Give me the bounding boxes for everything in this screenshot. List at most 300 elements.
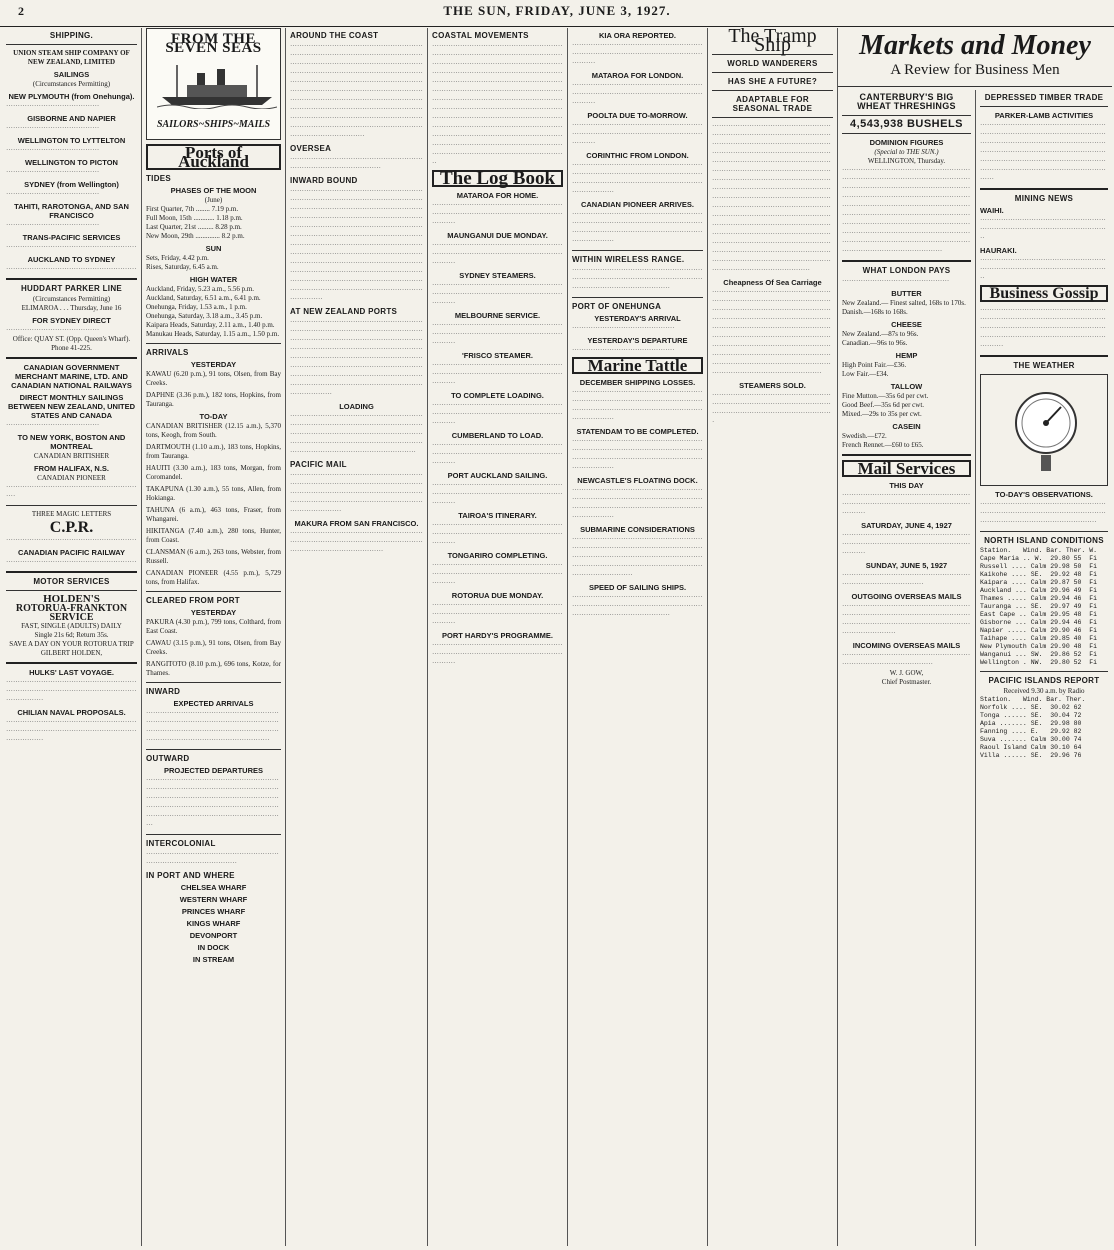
submarine-heading: SUBMARINE CONSIDERATIONS [580,525,695,534]
pacific-mail-heading: PACIFIC MAIL [290,460,347,469]
obs-table-row: New Plymouth Calm 29.90 48 Fi [980,643,1098,650]
divider [842,115,971,116]
divider [980,531,1108,532]
obs-table-row: Kaipara .... Calm 29.87 50 Fi [980,579,1098,586]
has-she-future: HAS SHE A FUTURE? [727,77,818,86]
filler-text: ·························································································································· [432,241,563,267]
filler-text: ·························································································································································································································································································································································································································································································································································· [842,166,971,255]
arrival-item: DAPHNE (3.36 p.m.), 182 tons, Hopkins, from Tauranga. [146,391,281,408]
sunday-heading: SUNDAY, JUNE 5, 1927 [865,561,948,570]
last-quarter: Last Quarter, 21st ......... 8.28 p.m. [146,223,242,231]
outward-heading: OUTWARD [146,754,190,763]
pacific-table-row: Suva ....... Calm 30.00 74 [980,736,1082,743]
filler-text: ············································ [572,346,675,354]
obs-table-row: East Cape .. Calm 29.95 48 Fi [980,611,1098,618]
arrival-item: CANADIAN PIONEER (4.55 p.m.), 5,729 tons, from Halifax. [146,569,281,586]
pacific-table-row: Norfolk .... SE. 30.02 62 [980,704,1082,711]
nz-cheese: New Zealand.—87s to 96s. [842,330,919,338]
transpacific-heading: TRANS-PACIFIC SERVICES [22,233,121,242]
divider [6,662,137,664]
makura-heading: MAKURA FROM SAN FRANCISCO. [294,519,419,528]
around-coast-heading: AROUND THE COAST [290,31,379,40]
expected-arrivals: EXPECTED ARRIVALS [173,699,254,708]
phases-month: (June) [204,196,223,204]
filler-text: ·························································································································································································································································································································································································································································································································································································································································································································································· [432,42,563,167]
filler-text: ·············································· [842,277,950,285]
filler-text: ·························································································· [842,571,971,588]
log-book-heading: The Log Book [432,170,563,187]
high-water-row: Manukau Heads, Saturday, 1.15 a.m., 1.50 p.m. [146,330,280,338]
filler-text: ·························································································································· [432,281,563,307]
shipping-heading: SHIPPING. [49,31,94,40]
filler-text: ·························································································································· [572,121,703,147]
column-tramp-ship [708,28,838,1246]
filler-text: ·························································································································· [432,361,563,387]
filler-text: ······························································································································································ [980,500,1106,526]
pacific-table [980,696,1108,760]
mataroa-london-heading: MATAROA FOR LONDON. [591,71,684,80]
steamers-sold-heading: STEAMERS SOLD. [739,381,806,390]
tallow-mixed: Mixed.—29s to 35s per cwt. [842,410,922,418]
filler-text: ································································································································ [6,718,137,744]
marine-tattle-heading: Marine Tattle [572,357,703,374]
auckland-sydney-heading: AUCKLAND TO SYDNEY [27,255,116,264]
column-ports [142,28,286,1246]
filler-text: ·························································································································································································································································· [572,535,703,579]
holdens: HOLDEN'S [43,593,100,605]
yesterday-heading: YESTERDAY [190,608,237,617]
britisher-line: CANADIAN BRITISHER [33,452,110,460]
obs-table-row: Thames ..... Calm 29.94 46 Fi [980,595,1098,602]
filler-text: ································································································································ [6,678,137,704]
todays-observations: TO-DAY'S OBSERVATIONS. [995,490,1093,499]
filler-text: ································································································ [290,155,423,172]
column-shipping-ads [2,28,142,1246]
filler-text: ·························································································································································································································································································· [290,412,423,456]
obs-table-row: Wellington . NW. 29.80 52 Fi [980,659,1098,666]
filler-text: ·························································································································· [432,401,563,427]
statendam-heading: STATENDAM TO BE COMPLETED. [576,427,699,436]
hauraki-heading: HAURAKI. [980,246,1017,255]
casein-heading: CASEIN [892,422,921,431]
filler-text: ·························································································································· [432,601,563,627]
filler-text: ·································································································································································································································· [980,306,1106,350]
sydney-heading: SYDNEY (from Wellington) [24,180,119,189]
office-line: Office: QUAY ST. (Opp. Queen's Wharf). Phone 41-225. [12,335,131,352]
rotorua-service: ROTORUA-FRANKTON SERVICE [15,603,128,623]
filler-text: ·························································································································································· [572,266,703,292]
special-note: (Special to THE SUN.) [874,148,939,156]
divider [712,90,833,91]
np-heading: NEW PLYMOUTH (from Onehunga). [8,92,135,101]
sailing-ships-heading: SPEED OF SAILING SHIPS. [588,583,687,592]
filler-text: ········································ [6,421,100,429]
filler-text: ········································ [6,190,100,198]
sun-heading: SUN [205,244,222,253]
filler-text: ············································ [572,324,675,332]
today-heading: TO-DAY [199,412,228,421]
divider [6,44,137,45]
butter-heading: BUTTER [891,289,922,298]
huddart-sub: (Circumstances Permitting) [32,295,111,303]
arrival-item: TAHUNA (6 a.m.), 463 tons, Fraser, from Whangarei. [146,506,281,523]
masthead-title: THE SUN, FRIDAY, JUNE 3, 1927. [443,3,671,18]
filler-text: ························································ [6,558,137,566]
filler-text: ·························································································································································································· [572,161,703,196]
filler-text: ·························································································································· [432,481,563,507]
in-port-heading: IN PORT AND WHERE [146,871,235,880]
corinthic-heading: CORINTHIC FROM LONDON. [586,151,689,160]
picton-heading: WELLINGTON TO PICTON [25,158,118,167]
newcastle-heading: NEWCASTLE'S FLOATING DOCK. [577,476,698,485]
sun-sets: Sets, Friday, 4.42 p.m. [146,254,209,262]
hemp-heading: HEMP [895,351,918,360]
arrivals-heading: ARRIVALS [146,348,189,357]
divider [6,357,137,359]
danish-butter: Danish.—168s to 168s. [842,308,908,316]
markets-title: Markets and Money [859,30,1091,61]
pioneer-arrives-heading: CANADIAN PIONEER ARRIVES. [580,200,695,209]
cleared-item: PAKURA (4.30 p.m.), 799 tons, Colthard, from East Coast. [146,618,281,635]
filler-text: ································································································································································································································································································ [146,776,279,829]
arrival-item: DARTMOUTH (1.10 a.m.), 183 tons, Hopkins, from Tauranga. [146,443,281,460]
december-heading: DECEMBER SHIPPING LOSSES. [579,378,696,387]
column-business [976,90,1112,1246]
in-stream: IN STREAM [192,955,235,964]
arrival-item: CANADIAN BRITISHER (12.15 a.m.), 5,370 tons, Keogh, from South. [146,422,281,439]
arrival-item: HIKITANGA (7.40 a.m.), 280 tons, Hunter, from Coast. [146,527,281,544]
poolta-heading: POOLTA DUE TO-MORROW. [587,111,688,120]
divider [842,454,971,456]
received-note: Received 9.30 a.m. by Radio [1003,687,1085,695]
pacific-table-row: Villa ...... SE. 29.96 76 [980,752,1082,759]
divider [146,682,281,683]
inward-heading: INWARD [146,687,181,696]
high-water-row: Auckland, Friday, 5.23 a.m., 5.56 p.m. [146,285,255,293]
obs-table-header: Station. Wind. Bar. Ther. W. [980,547,1098,554]
pacific-table-row: Apia ....... SE. 29.98 80 [980,720,1082,727]
union-company: UNION STEAM SHIP COMPANY OF NEW ZEALAND, LIMITED [13,49,130,66]
divider [980,106,1108,107]
obs-table-row: Tauranga ... SE. 29.97 49 Fi [980,603,1098,610]
daily-service: FAST, SINGLE (ADULTS) DAILY [21,622,122,630]
filler-text: ·············································································································· [980,256,1106,282]
yesterday-heading: YESTERDAY [190,360,237,369]
seven-seas-banner [146,28,281,140]
filler-text: ·························································································································································································································································································································································································································································································································································································································· [290,42,423,140]
elimaroa-line: ELIMAROA . . . Thursday, June 16 [21,304,122,312]
filler-text: ·························································································································································································································································· [290,471,423,515]
north-island-heading: NORTH ISLAND CONDITIONS [984,536,1104,545]
ports-heading: Ports of Auckland [146,144,281,170]
first-quarter: First Quarter, 7th ........ 7.19 p.m. [146,205,239,213]
maunganui-heading: MAUNGANUI DUE MONDAY. [447,231,548,240]
ship-illustration-icon [157,59,277,109]
complete-loading-heading: TO COMPLETE LOADING. [451,391,544,400]
filler-text: ·························································································································· [432,521,563,547]
cheese-heading: CHEESE [891,320,922,329]
divider [146,591,281,592]
filler-text: ·························································································································································· [290,529,423,555]
canadian-cheese: Canadian.—96s to 96s. [842,339,908,347]
filler-text: ·························································································································· [432,201,563,227]
mail-services-heading: Mail Services [842,460,971,477]
markets-subtitle: A Review for Business Men [890,62,1060,78]
pacific-table-row: Raoul Island Calm 30.10 64 [980,744,1082,751]
filler-text: ········································ [6,168,100,176]
filler-text: ························································ [6,536,137,544]
dateline: WELLINGTON, Thursday. [867,157,946,165]
divider [842,133,971,134]
kings-wharf: KINGS WHARF [186,919,241,928]
sydney-steamers-heading: SYDNEY STEAMERS. [459,271,536,280]
column-coastal [428,28,568,1246]
canadian-merchant: CANADIAN GOVERNMENT MERCHANT MARINE, LTD. AND CANADIAN NATIONAL RAILWAYS [11,363,132,390]
mining-heading: MINING NEWS [1014,194,1074,203]
filler-text: ·········································································································································································································································································································································· [980,121,1106,183]
motor-services-heading: MOTOR SERVICES [33,577,110,586]
postmaster-name: W. J. GOW, [889,669,924,677]
high-water-row: Auckland, Saturday, 6.51 a.m., 6.41 p.m. [146,294,261,302]
business-gossip-heading: Business Gossip [980,285,1108,302]
filler-text: ·························································································································································································· [572,388,703,423]
hulks-heading: HULKS' LAST VOYAGE. [29,668,114,677]
saturday-heading: SATURDAY, JUNE 4, 1927 [861,521,952,530]
filler-text: ·························································································································· [432,641,563,667]
wireless-heading: WITHIN WIRELESS RANGE. [572,255,685,264]
divider [6,590,137,591]
canterbury-heading: CANTERBURY'S BIG WHEAT THRESHINGS [857,92,956,111]
phases-heading: PHASES OF THE MOON [170,186,257,195]
full-moon: Full Moon, 15th ............ 1.18 p.m. [146,214,243,222]
new-york-heading: TO NEW YORK, BOSTON AND MONTREAL [17,433,126,451]
filler-text: ········································ [6,326,100,334]
adaptable-trade: ADAPTABLE FOR SEASONAL TRADE [732,95,813,113]
divider [6,278,137,280]
cheapness-heading: Cheapness Of Sea Carriage [723,278,822,287]
filler-text: ·························································································································································································· [572,210,703,245]
filler-text: ·························································································································································································································································································································································································································································································································································································································································································································································································································································································· [712,122,831,274]
arrival-item: TAKAPUNA (1.30 a.m.), 55 tons, Allen, from Hokianga. [146,485,281,502]
filler-text: ········································ [6,221,100,229]
port-auckland-heading: PORT AUCKLAND SAILING. [447,471,548,480]
tahiti-heading: TAHITI, RAROTONGA, AND SAN FRANCISCO [14,202,129,220]
high-water-row: Kaipara Heads, Saturday, 2.11 a.m., 1.40 p.m. [146,321,275,329]
sun-rises: Rises, Saturday, 6.45 a.m. [146,263,219,271]
seven-seas-subtitle: SAILORS~SHIPS~MAILS [156,119,271,130]
high-water-row: Onehunga, Saturday, 3.18 a.m., 3.45 p.m. [146,312,263,320]
divider [146,343,281,344]
save-day: SAVE A DAY ON YOUR ROTORUA TRIP [9,640,134,648]
dominion-figures: DOMINION FIGURES [869,138,944,147]
filler-text: ········································ [6,124,100,132]
gilbert-holden: GILBERT HOLDEN, [40,649,103,657]
divider [980,188,1108,190]
parker-lamb-heading: PARKER-LAMB ACTIVITIES [994,111,1094,120]
pacific-table-row: Tonga ...... SE. 30.04 72 [980,712,1082,719]
filler-text: ·························································································································· [432,561,563,587]
masthead [0,0,1114,27]
filler-text: ·························································································································· [572,81,703,107]
onehunga-heading: PORT OF ONEHUNGA [572,302,662,311]
high-water-heading: HIGH WATER [189,275,238,284]
halifax-heading: FROM HALIFAX, N.S. [34,464,109,473]
pacific-table-row: Fanning .... E. 29.92 82 [980,728,1082,735]
filler-text: ·························································································································································· [572,593,703,619]
this-day: THIS DAY [889,481,924,490]
magic-letters: THREE MAGIC LETTERS [31,510,112,518]
tongariro-heading: TONGARIRO COMPLETING. [447,551,548,560]
divider [980,671,1108,672]
inward-bound-heading: INWARD BOUND [290,176,358,185]
obs-table-row: Cape Maria .. W. 29.80 55 Fi [980,555,1098,562]
nz-butter: New Zealand.— Finest salted, 168s to 170s. [842,299,966,307]
filler-text: ·························································································································································· [712,391,831,426]
markets-banner [838,28,1112,87]
divider [146,834,281,835]
obs-table-row: Auckland ... Calm 29.96 49 Fi [980,587,1098,594]
column-markets [838,90,976,1246]
yesterdays-arrival: YESTERDAY'S ARRIVAL [594,314,681,323]
filler-text: ························································ [6,243,137,251]
chilian-heading: CHILIAN NAVAL PROPOSALS. [17,708,126,717]
obs-table-row: Napier ..... Calm 29.90 46 Fi [980,627,1098,634]
overseas-mails-heading: OUTGOING OVERSEAS MAILS [851,592,962,601]
arrival-item: KAWAU (6.20 p.m.), 91 tons, Olsen, from Bay Creeks. [146,370,281,387]
hemp-high: High Point Fair.—£36. [842,361,907,369]
tramp-ship-title: The Tramp Ship [728,28,817,56]
filler-text: ·························································································································· [432,321,563,347]
high-water-row: Onehunga, Friday, 1.53 a.m., 1 p.m. [146,303,247,311]
lyttelton-heading: WELLINGTON TO LYTTELTON [17,136,126,145]
filler-text: ········································ [6,146,100,154]
obs-table-row: Gisborne ... Calm 29.94 46 Fi [980,619,1098,626]
filler-text: ·························································································································································································································································································································································································································································································································································································································································································································· [290,187,423,303]
intercolonial-heading: INTERCOLONIAL [146,839,216,848]
page-number: 2 [18,4,24,18]
casein-french: French Rennet.—£60 to £65. [842,441,924,449]
kia-ora-heading: KIA ORA REPORTED. [599,31,676,40]
devonport: DEVONPORT [189,931,238,940]
divider [146,749,281,750]
tairoa-heading: TAIROA'S ITINERARY. [458,511,537,520]
obs-table-row: Kaikohe .... SE. 29.92 48 Fi [980,571,1098,578]
filler-text: ·············································································································· [980,216,1106,242]
gisborne-heading: GISBORNE AND NAPIER [27,114,116,123]
rotorua-due-heading: ROTORUA DUE MONDAY. [451,591,544,600]
cpr-logo: C.P.R. [49,519,94,536]
divider [6,505,137,506]
arrival-item: CLANSMAN (6 a.m.), 263 tons, Webster, from Russell. [146,548,281,565]
filler-text: ···························································································································································································· [842,602,971,637]
nz-ports-heading: AT NEW ZEALAND PORTS [290,307,398,316]
pacific-islands-heading: PACIFIC ISLANDS REPORT [988,676,1100,685]
direct-monthly: DIRECT MONTHLY SAILINGS BETWEEN NEW ZEALAND, UNITED STATES AND CANADA [7,393,136,420]
divider [6,571,137,573]
in-dock: IN DOCK [197,943,230,952]
filler-text: ·························································································································································································································································································································································································································································································· [290,318,423,398]
obs-table [980,555,1108,667]
cpr-tag: CANADIAN PACIFIC RAILWAY [17,548,126,557]
frisco-heading: 'FRISCO STEAMER. [462,351,533,360]
bushels-total: 4,543,938 BUSHELS [849,118,964,130]
pioneer-line: CANADIAN PIONEER [37,474,106,482]
barometer-icon [1011,383,1081,475]
filler-text: ······························································································ [842,651,971,668]
filler-text: ································································································································································································································ [146,709,279,744]
column-coast [286,28,428,1246]
weather-heading: THE WEATHER [1013,361,1075,370]
divider [712,117,833,118]
single-fare: Single 21s 6d; Return 35s. [34,631,109,639]
new-moon: New Moon, 29th .............. 8.2 p.m. [146,232,245,240]
obs-table-row: Russell .... Calm 29.98 50 Fi [980,563,1098,570]
divider [572,297,703,298]
tides-heading: TIDES [146,174,172,183]
mataroa-heading: MATAROA FOR HOME. [456,191,539,200]
obs-table-row: Taihape .... Calm 29.85 40 Fi [980,635,1098,642]
column-news [568,28,708,1246]
filler-text: ························································································································ [842,531,971,557]
divider [572,250,703,251]
huddart-heading: HUDDART PARKER LINE [20,284,123,293]
filler-text: ·························································································································································································· [572,486,703,521]
port-hardy-heading: PORT HARDY'S PROGRAMME. [442,631,553,640]
oversea-heading: OVERSEA [290,144,332,153]
princes-wharf: PRINCES WHARF [181,907,246,916]
tallow-heading: TALLOW [890,382,923,391]
filler-text: ········································ [6,102,100,110]
sydney-direct: FOR SYDNEY DIRECT [32,316,111,325]
divider [842,260,971,262]
sailings-heading: SAILINGS [53,70,90,79]
chelsea-wharf: CHELSEA WHARF [180,883,247,892]
divider [712,72,833,73]
filler-text: ·························································································································································································· [572,437,703,472]
tallow-mutton: Fine Mutton.—35s 6d per cwt. [842,392,929,400]
filler-text: ························································ [6,265,137,273]
cumberland-heading: CUMBERLAND TO LOAD. [451,431,544,440]
weather-illustration [980,374,1108,486]
sailings-sub: (Circumstances Permitting) [32,80,111,88]
filler-text: ·························································································································· [432,441,563,467]
filler-text: ································································································ [146,850,279,867]
filler-text: ···························································· [6,483,137,500]
obs-table-row: Wanganui ... SW. 29.86 52 Fi [980,651,1098,658]
tallow-beef: Good Beef.—35s 6d per cwt. [842,401,925,409]
postmaster-title: Chief Postmaster. [881,678,932,686]
divider [980,355,1108,357]
hemp-low: Low Fair.—£34. [842,370,889,378]
filler-text: ························································································································ [842,491,971,517]
yesterdays-departure: YESTERDAY'S DEPARTURE [587,336,688,345]
seven-seas-title: FROM THE SEVEN SEAS [165,31,262,56]
timber-heading: DEPRESSED TIMBER TRADE [984,93,1104,102]
cleared-heading: CLEARED FROM PORT [146,596,240,605]
waihi-heading: WAIHI. [980,206,1004,215]
filler-text: ·························································································································· [572,41,703,67]
coastal-heading: COASTAL MOVEMENTS [432,31,529,40]
cleared-item: CAWAU (3.15 p.m.), 91 tons, Olsen, from Bay Creeks. [146,639,281,656]
projected-departures: PROJECTED DEPARTURES [163,766,264,775]
incoming-mails-heading: INCOMING OVERSEAS MAILS [852,641,961,650]
western-wharf: WESTERN WHARF [179,895,248,904]
filler-text: ·························································································································································································································································································································································································································································································································· [712,288,831,377]
loading-heading: LOADING [339,402,374,411]
arrival-item: HAUITI (3.30 a.m.), 183 tons, Morgan, from Coromandel. [146,464,281,481]
london-pays-heading: WHAT LONDON PAYS [862,266,951,275]
melbourne-heading: MELBOURNE SERVICE. [454,311,541,320]
